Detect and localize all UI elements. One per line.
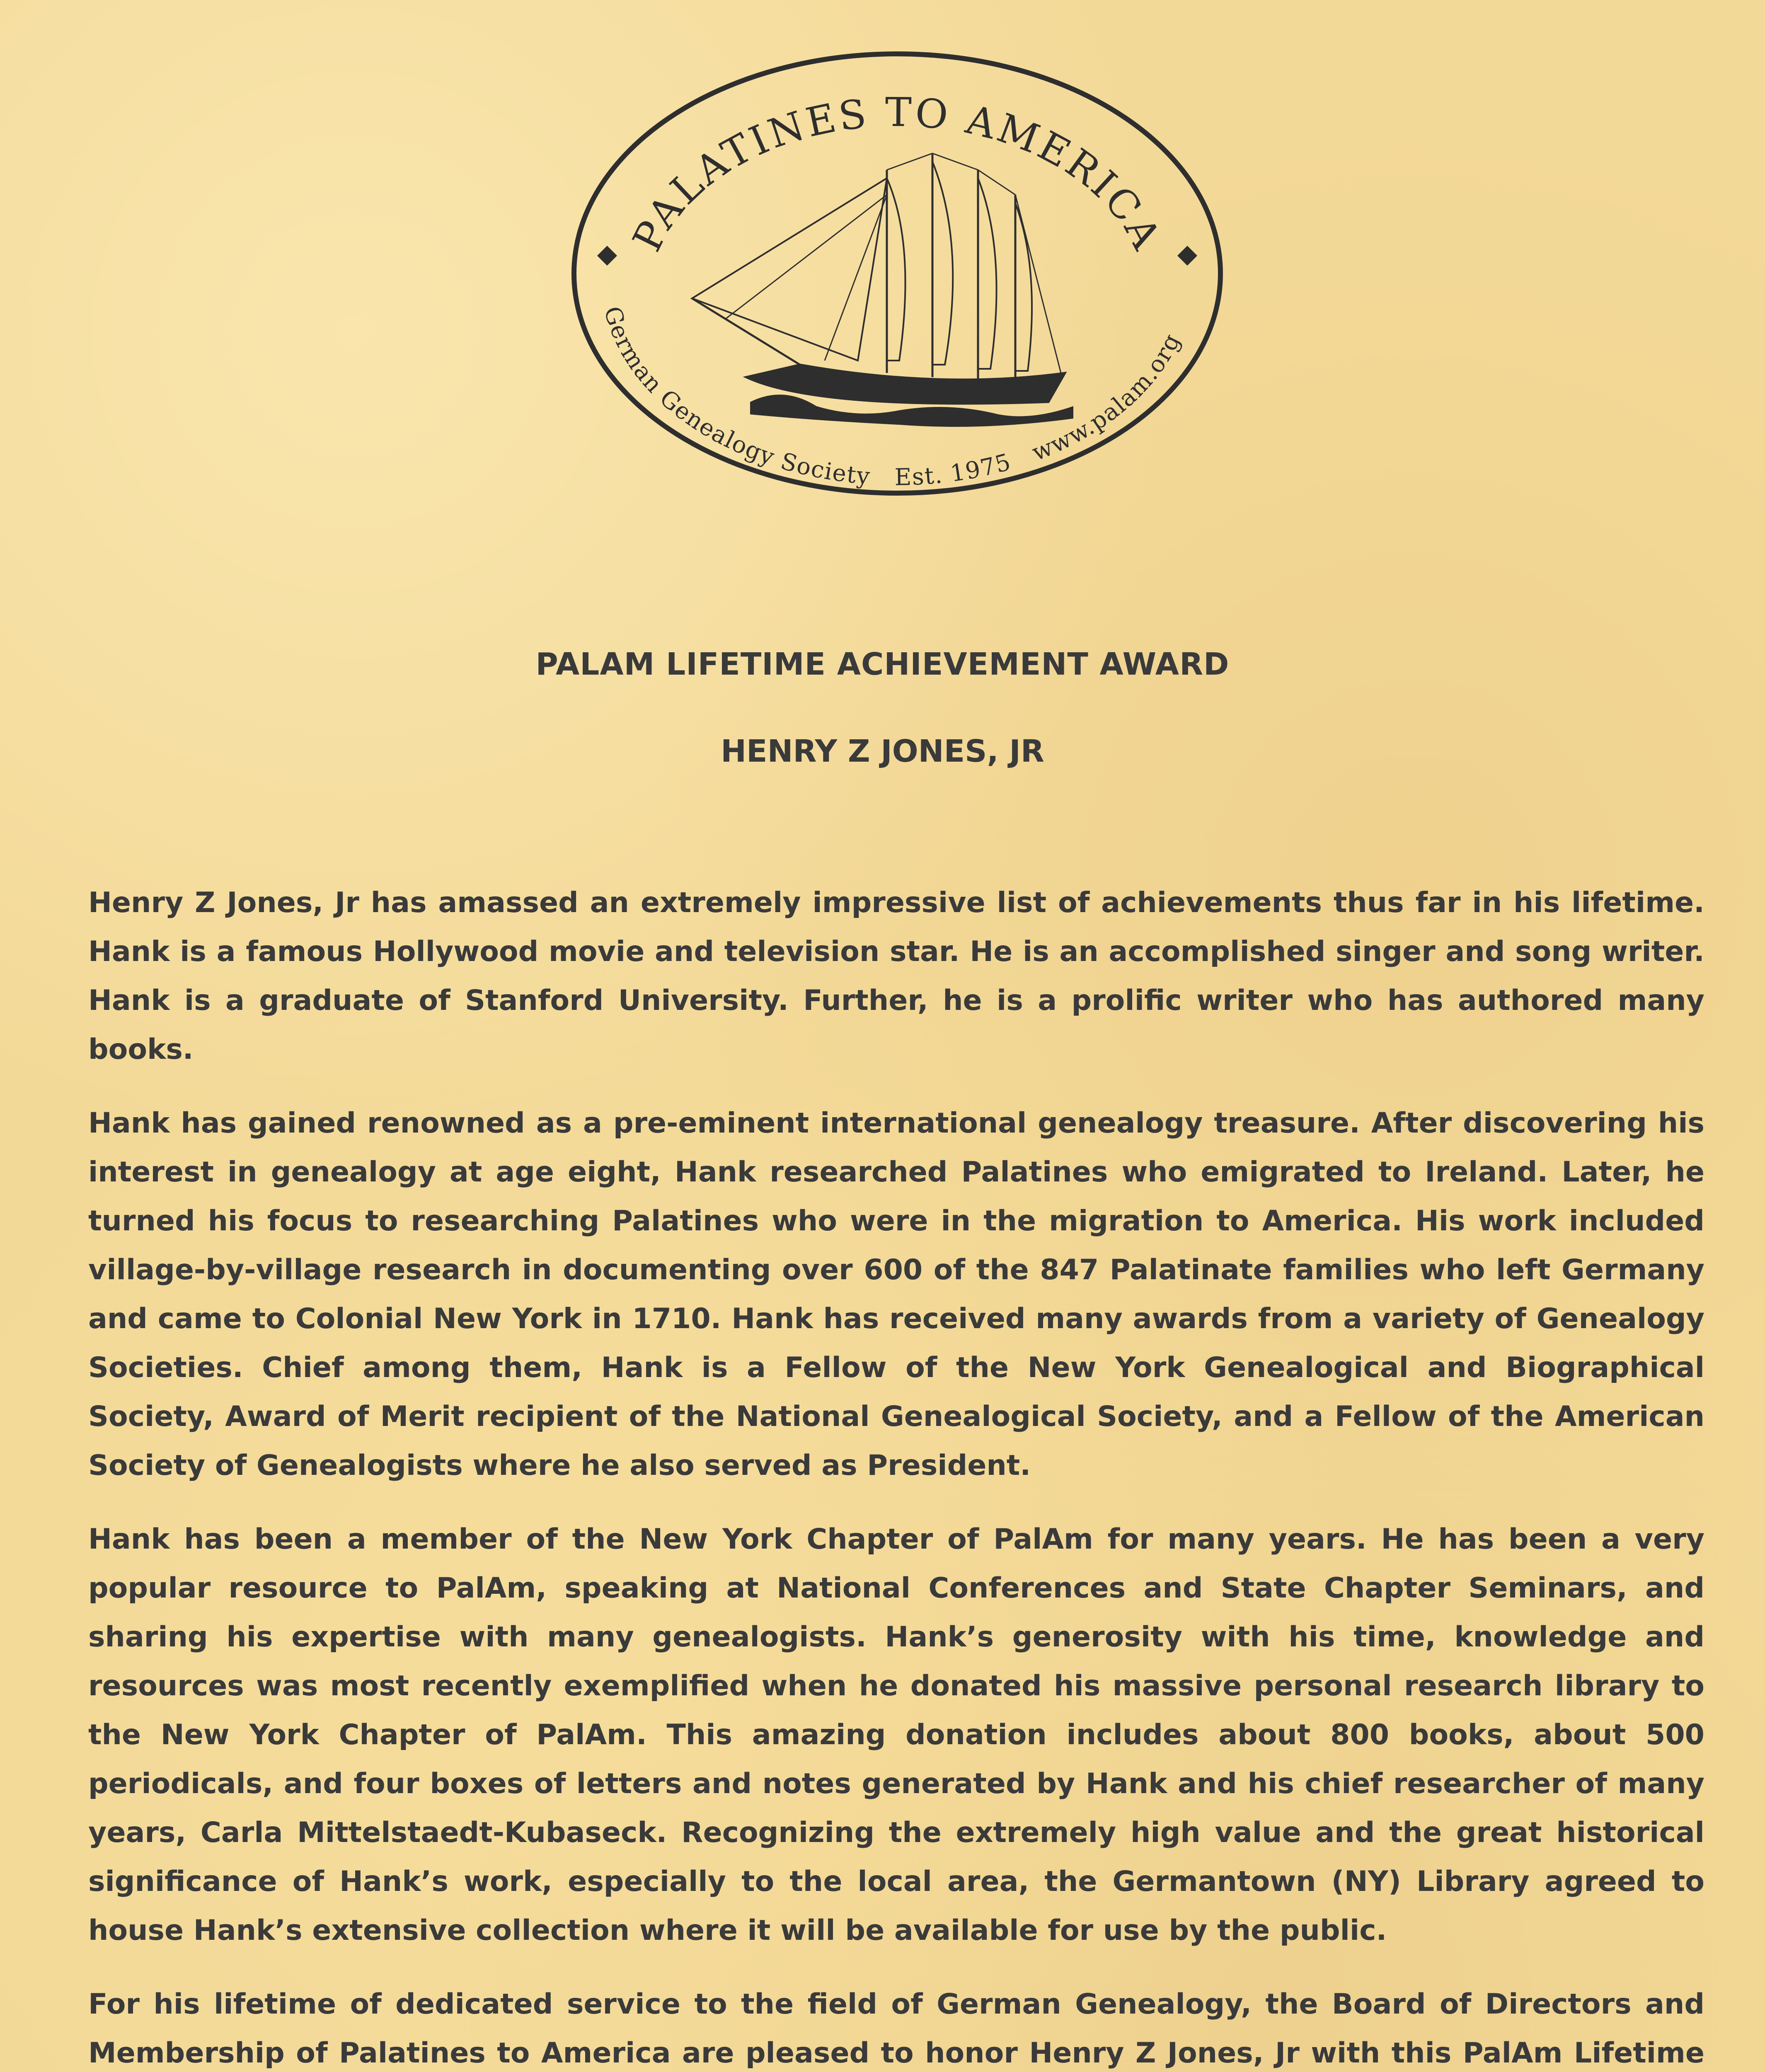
logo-established: Est. 1975 <box>894 448 1014 491</box>
ship-icon <box>692 153 1065 404</box>
award-title: PALAM LIFETIME ACHIEVEMENT AWARD <box>535 646 1230 682</box>
paragraph-palam-membership: Hank has been a member of the New York Chapter of PalAm for many years. He has been a very popular resource to PalAm, speaking at National Conferences and State Chapter Seminars, and sharing his expertise with many genealogists. Hank’s generosity with his time, knowledge and resources was most recently exemplified when he donated his massive personal research library to the New York Chapter of PalAm. This amazing donation includes about 800 books, about 500 periodicals, and four boxes of letters and notes generated by Hank and his chief researcher of many years, Carla Mittelstaedt-Kubaseck. Recognizing the extremely high value and the great historical significance of Hank’s work, especially to the local area, the Germantown (NY) Library agreed to house Hank’s extensive collection where it will be available for use by the public. <box>88 1523 1704 1947</box>
logo-diamond-left <box>597 246 617 266</box>
logo-society-name: German Genealogy Society <box>598 303 872 490</box>
logo-diamond-right <box>1177 246 1197 266</box>
palatines-to-america-logo <box>568 46 1227 501</box>
paragraph-honor: For his lifetime of dedicated service to the field of German Genealogy, the Board of Directors and Membership of Palatines to America are pleased to honor Henry Z Jones, Jr with this PalAm Lifetime <box>88 1988 1704 2070</box>
paragraph-achievements: Henry Z Jones, Jr has amassed an extremely impressive list of achievements thus far in his lifetime. Hank is a famous Hollywood movie and television star. He is an accomplished singer and song writer. Hank is a graduate of Stanford University. Further, he is a prolific writer who has authored many books. <box>88 886 1704 1066</box>
logo-url: www.palam.org <box>1028 329 1186 467</box>
award-body <box>88 879 1704 2072</box>
paragraph-genealogy: Hank has gained renowned as a pre-eminent international genealogy treasure. After discovering his interest in genealogy at age eight, Hank researched Palatines who emigrated to Ireland. Later, he turned his focus to researching Palatines who were in the migration to America. His work included village-by-village research in documenting over 600 of the 847 Palatinate families who left Germany and came to Colonial New York in 1710. Hank has received many awards from a variety of Genealogy Societies. Chief among them, Hank is a Fellow of the New York Genealogical and Biographical Society, Award of Merit recipient of the National Genealogical Society, and a Fellow of the American Society of Genealogists where he also served as President. <box>88 1107 1704 1482</box>
recipient-name: HENRY Z JONES, JR <box>721 733 1044 769</box>
logo-top-text: PALATINES TO AMERICA <box>623 89 1171 259</box>
